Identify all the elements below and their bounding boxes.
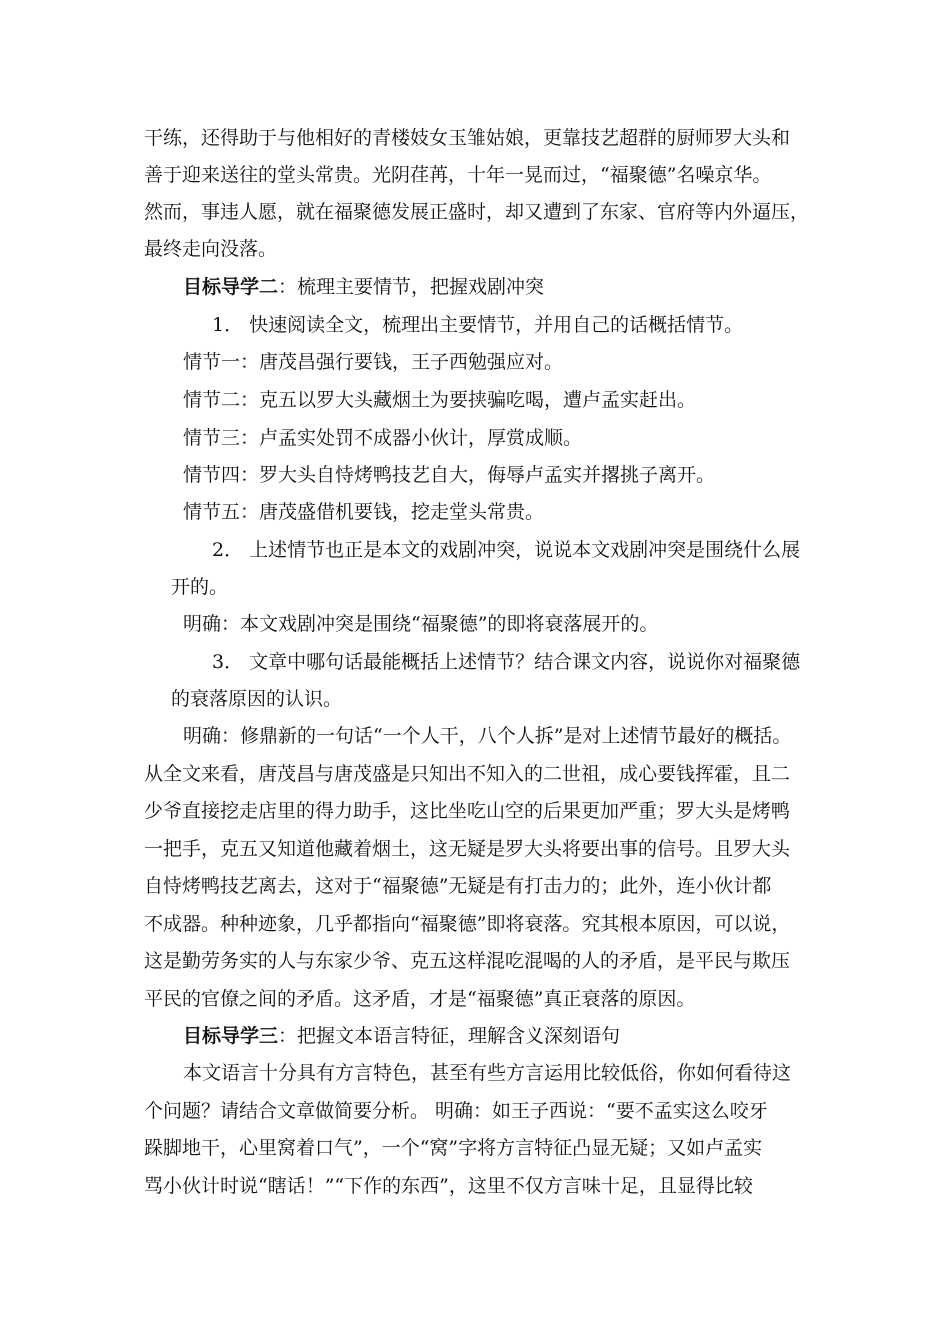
answer-3-line-1: 明确：修鼎新的一句话“一个人干，八个人拆”是对上述情节最好的概括。 xyxy=(183,725,792,747)
answer-2: 明确：本文戏剧冲突是围绕“福聚德”的即将衰落展开的。 xyxy=(183,613,659,635)
intro-line-2: 善于迎来送往的堂头常贵。光阴荏苒，十年一晃而过，“福聚德”名噪京华。 xyxy=(144,164,772,186)
answer-3-line-5: 自恃烤鸭技艺离去，这对于“福聚德”无疑是有打击力的；此外，连小伙计都 xyxy=(144,875,772,897)
goal3-label: 目标导学三 xyxy=(183,1025,279,1047)
answer-3-line-7: 这是勤劳务实的人与东家少爷、克五这样混吃混喝的人的矛盾，是平民与欺压 xyxy=(144,950,791,972)
last-para-line-2: 个问题？请结合文章做简要分析。 明确：如王子西说：“要不孟实这么咬牙 xyxy=(144,1100,768,1122)
plot-1: 情节一：唐茂昌强行要钱，王子西勉强应对。 xyxy=(183,351,564,373)
goal2-text: ：梳理主要情节，把握戏剧冲突 xyxy=(278,276,545,298)
plot-5: 情节五：唐茂盛借机要钱，挖走堂头常贵。 xyxy=(183,501,545,523)
question-3-line-1: 3． 文章中哪句话最能概括上述情节？结合课文内容，说说你对福聚德 xyxy=(212,651,801,673)
goal2-label: 目标导学二 xyxy=(183,276,279,298)
intro-line-1: 干练，还得助于与他相好的青楼妓女玉雏姑娘，更靠技艺超群的厨师罗大头和 xyxy=(144,127,791,149)
plot-3: 情节三：卢孟实处罚不成器小伙计，厚赏成顺。 xyxy=(183,427,583,449)
answer-3-line-6: 不成器。种种迹象，几乎都指向“福聚德”即将衰落。究其根本原因，可以说， xyxy=(144,913,791,935)
goal3-text: ：把握文本语言特征，理解含义深刻语句 xyxy=(278,1025,621,1047)
question-2-line-2: 开的。 xyxy=(171,576,229,598)
answer-3-line-8: 平民的官僚之间的矛盾。这矛盾，才是“福聚德”真正衰落的原因。 xyxy=(144,988,696,1010)
last-para-line-4: 骂小伙计时说“瞎话！”“下作的东西”，这里不仅方言味十足，且显得比较 xyxy=(144,1175,753,1197)
question-2-line-1: 2． 上述情节也正是本文的戏剧冲突，说说本文戏剧冲突是围绕什么展 xyxy=(212,539,801,561)
answer-3-line-4: 一把手，克五又知道他藏着烟土，这无疑是罗大头将要出事的信号。且罗大头 xyxy=(144,838,791,860)
answer-3-line-2: 从全文来看，唐茂昌与唐茂盛是只知出不知入的二世祖，成心要钱挥霍，且二 xyxy=(144,763,791,785)
intro-line-3: 然而，事违人愿，就在福聚德发展正盛时，却又遭到了东家、官府等内外逼压， xyxy=(144,201,810,223)
last-para-line-1: 本文语言十分具有方言特色，甚至有些方言运用比较低俗，你如何看待这 xyxy=(183,1062,792,1084)
plot-2: 情节二：克五以罗大头藏烟土为要挟骗吃喝，遭卢孟实赶出。 xyxy=(183,389,697,411)
goal3-heading xyxy=(183,1024,620,1048)
question-3-line-2: 的衰落原因的认识。 xyxy=(171,688,343,710)
goal2-heading xyxy=(183,275,544,299)
question-1: 1． 快速阅读全文，梳理出主要情节，并用自己的话概括情节。 xyxy=(212,314,744,336)
answer-3-line-3: 少爷直接挖走店里的得力助手，这比坐吃山空的后果更加严重；罗大头是烤鸭 xyxy=(144,800,791,822)
plot-4: 情节四：罗大头自恃烤鸭技艺自大，侮辱卢孟实并撂挑子离开。 xyxy=(183,464,716,486)
intro-line-4: 最终走向没落。 xyxy=(144,238,278,260)
last-para-line-3: 跺脚地干，心里窝着口气”，一个“窝”字将方言特征凸显无疑；又如卢孟实 xyxy=(144,1137,763,1159)
